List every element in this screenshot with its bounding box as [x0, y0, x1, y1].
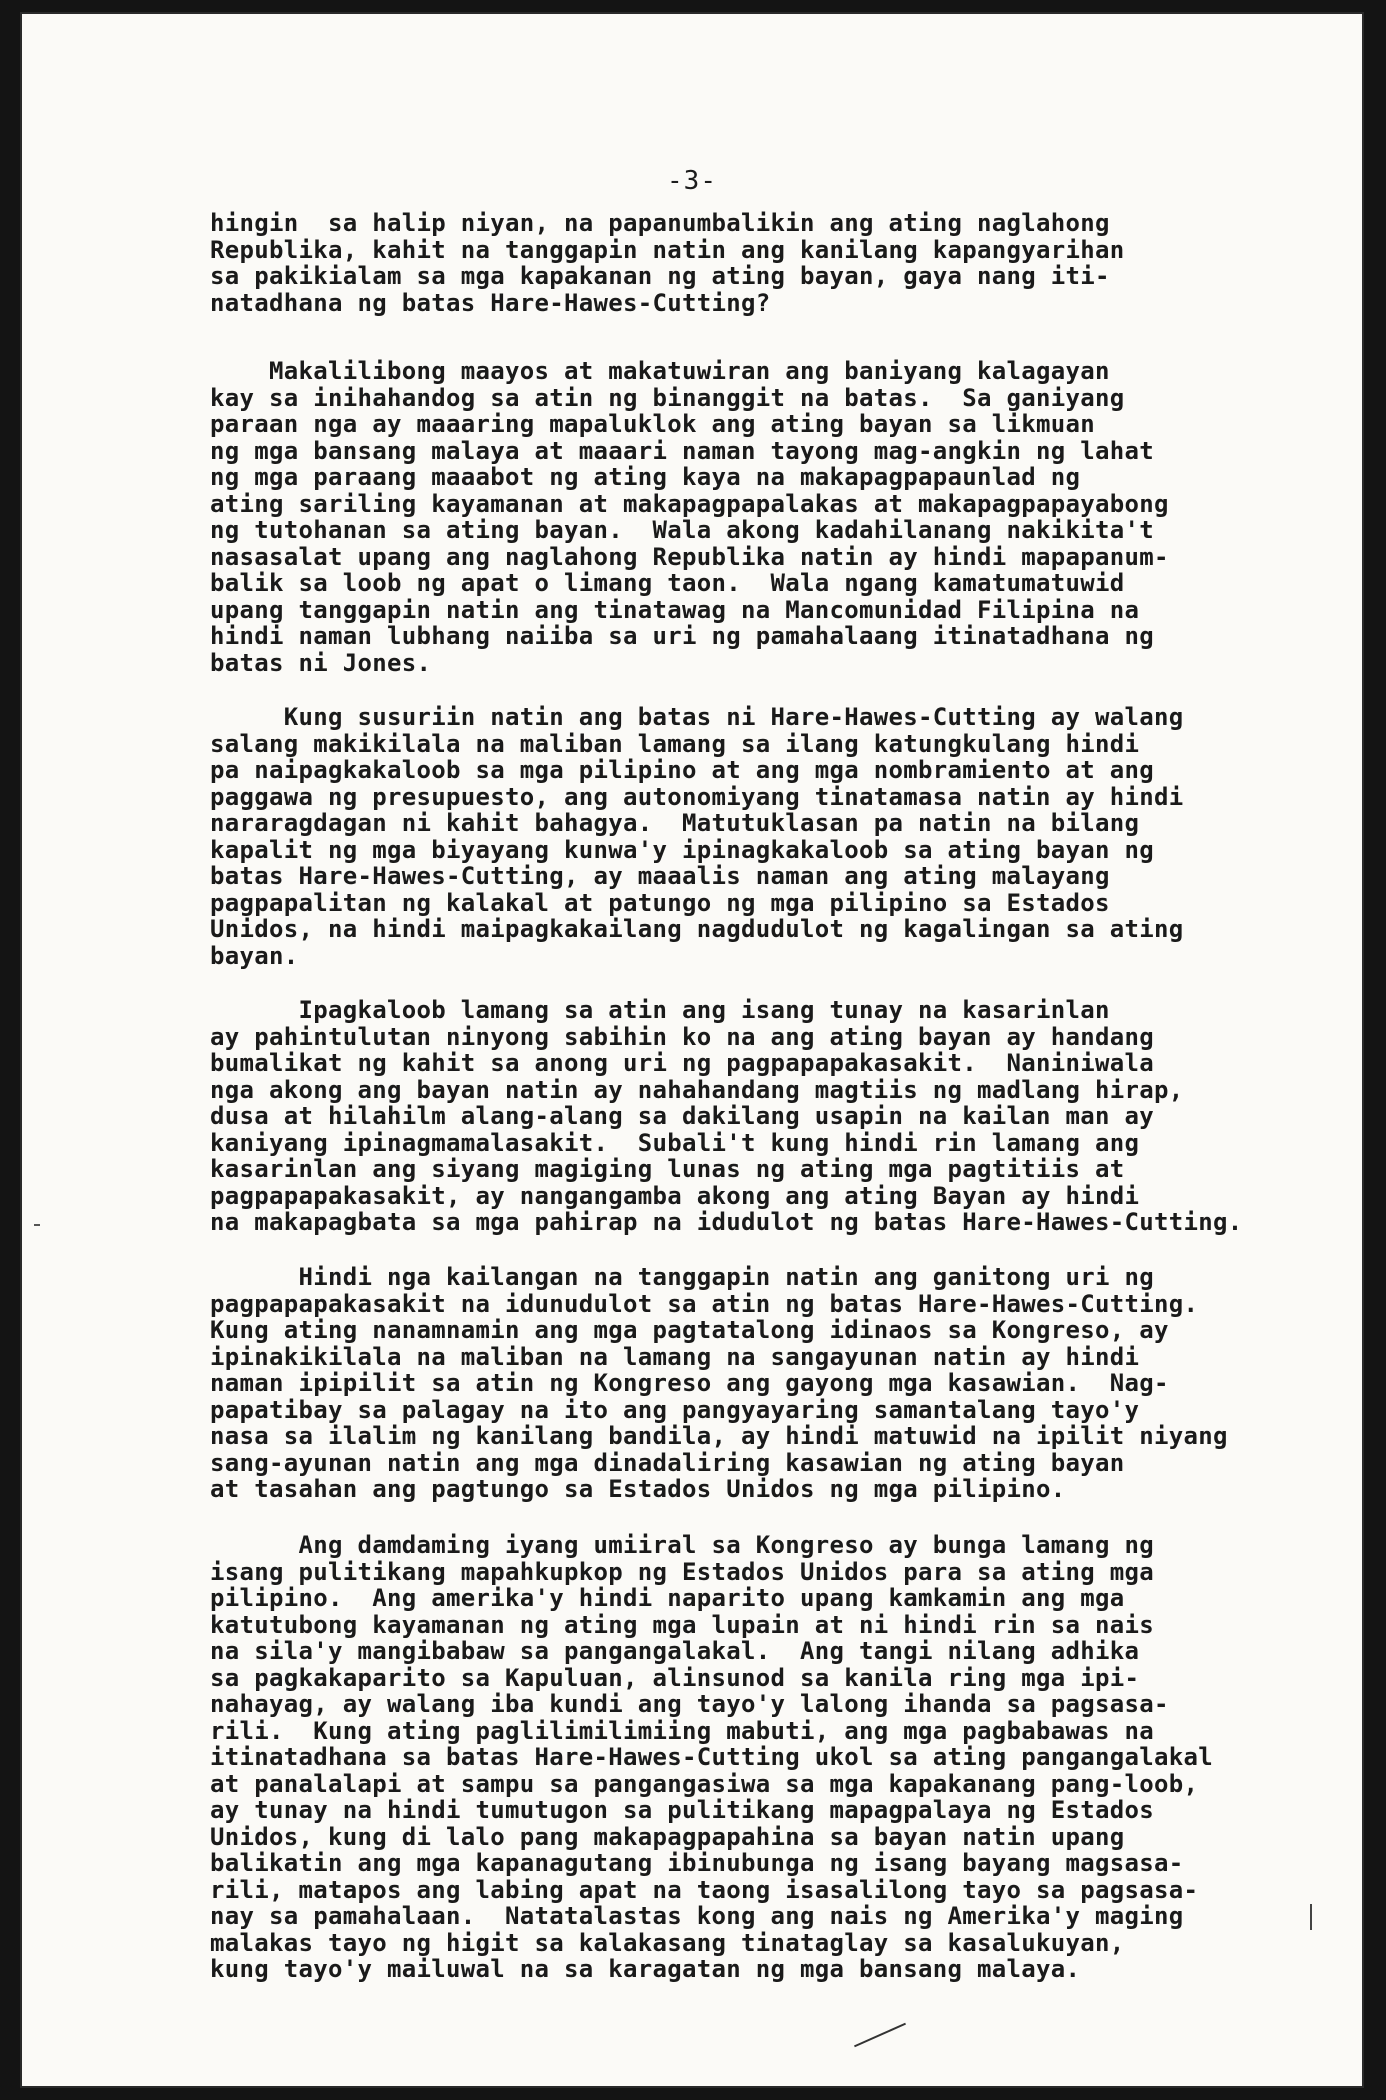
- text-line: at tasahan ang pagtungo sa Estados Unidos ng mga pilipino.: [210, 1475, 1066, 1503]
- text-line: sa pakikialam sa mga kapakanan ng ating bayan, gaya nang iti-: [210, 262, 1110, 290]
- text-line: pagpapalitan ng kalakal at patungo ng mga pilipino sa Estados: [210, 888, 1110, 917]
- text-line: katutubong kayamanan ng ating mga lupain at ni hindi rin sa nais: [210, 1610, 1154, 1639]
- text-line: kung tayo'y mailuwal na sa karagatan ng mga bansang malaya.: [210, 1955, 1081, 1983]
- text-line: sa pagkakaparito sa Kapuluan, alinsunod sa kanila ring mga ipi-: [210, 1663, 1140, 1692]
- text-line: pilipino. Ang amerika'y hindi naparito upang kamkamin ang mga: [210, 1584, 1125, 1612]
- text-line: at panalalapi at sampu sa pangangasiwa sa mga kapakanang pang-loob,: [210, 1769, 1199, 1798]
- margin-tick-mark: [34, 1224, 40, 1226]
- text-line: ng tutohanan sa ating bayan. Wala akong kadahilanang nakikita't: [210, 516, 1154, 544]
- text-line: na makapagbata sa mga pahirap na idudulot ng batas Hare-Hawes-Cutting.: [210, 1208, 1243, 1236]
- text-line: kaniyang ipinagmamalasakit. Subali't kung hindi rin lamang ang: [210, 1128, 1140, 1157]
- text-line: hindi naman lubhang naiiba sa uri ng pamahalaang itinatadhana ng: [210, 622, 1154, 650]
- text-line: kay sa inihahandog sa atin ng binanggit na batas. Sa ganiyang: [210, 383, 1125, 412]
- text-line: naman ipipilit sa atin ng Kongreso ang gayong mga kasawian. Nag-: [210, 1369, 1169, 1397]
- text-line: Unidos, kung di lalo pang makapagpapahina sa bayan natin upang: [210, 1822, 1125, 1851]
- text-line: ay pahintulutan ninyong sabihin ko na ang ating bayan ay handang: [210, 1022, 1154, 1051]
- text-line: rili. Kung ating paglilimilimiing mabuti, ang mga pagbabawas na: [210, 1716, 1154, 1745]
- text-line: ng mga paraang maaabot ng ating kaya na makapagpapaunlad ng: [210, 463, 1081, 491]
- text-line: bumalikat ng kahit sa anong uri ng pagpapapakasakit. Naniniwala: [210, 1049, 1154, 1077]
- text-line: upang tanggapin natin ang tinatawag na Mancomunidad Filipina na: [210, 595, 1140, 624]
- text-line: nay sa pamahalaan. Natatalastas kong ang nais ng Amerika'y maging: [210, 1902, 1184, 1930]
- text-line: Makalilibong maayos at makatuwiran ang baniyang kalagayan: [210, 357, 1110, 385]
- text-line: ating sariling kayamanan at makapagpapalakas at makapagpapayabong: [210, 489, 1169, 518]
- text-line: isang pulitikang mapahkupkop ng Estados Unidos para sa ating mga: [210, 1557, 1154, 1586]
- text-line: Kung ating nanamnamin ang mga pagtatalong idinaos sa Kongreso, ay: [210, 1316, 1169, 1344]
- text-line: salang makikilala na maliban lamang sa ilang katungkulang hindi: [210, 729, 1140, 758]
- text-line: ay tunay na hindi tumutugon sa pulitikang mapagpalaya ng Estados: [210, 1796, 1154, 1824]
- text-line: kasarinlan ang siyang magiging lunas ng ating mga pagtitiis at: [210, 1155, 1125, 1183]
- paragraph-5: [210, 1264, 1340, 1503]
- text-line: Ipagkaloob lamang sa atin ang isang tunay na kasarinlan: [210, 996, 1110, 1024]
- text-line: Republika, kahit na tanggapin natin ang kanilang kapangyarihan: [210, 235, 1125, 264]
- text-line: batas Hare-Hawes-Cutting, ay maaalis naman ang ating malayang: [210, 862, 1110, 890]
- text-line: balik sa loob ng apat o limang taon. Wala ngang kamatumatuwid: [210, 569, 1125, 597]
- text-line: balikatin ang mga kapanagutang ibinubunga ng isang bayang magsasa-: [210, 1849, 1184, 1877]
- text-line: Ang damdaming iyang umiiral sa Kongreso ay bunga lamang ng: [210, 1531, 1154, 1559]
- paragraph-4: [210, 997, 1340, 1236]
- text-line: nasa sa ilalim ng kanilang bandila, ay hindi matuwid na ipilit niyang: [210, 1422, 1228, 1450]
- text-line: hingin sa halip niyan, na papanumbalikin ang ating naglahong: [210, 209, 1110, 237]
- text-line: paraan nga ay maaaring mapaluklok ang ating bayan sa likmuan: [210, 410, 1095, 438]
- text-line: Kung susuriin natin ang batas ni Hare-Hawes-Cutting ay walang: [210, 703, 1184, 731]
- text-line: nahayag, ay walang iba kundi ang tayo'y lalong ihanda sa pagsasa-: [210, 1690, 1169, 1718]
- paragraph-6: [210, 1532, 1340, 1983]
- text-line: pagpapapakasakit na idunudulot sa atin ng batas Hare-Hawes-Cutting.: [210, 1289, 1199, 1318]
- text-line: kapalit ng mga biyayang kunwa'y ipinagkakaloob sa ating bayan ng: [210, 835, 1154, 864]
- text-line: natadhana ng batas Hare-Hawes-Cutting?: [210, 288, 771, 317]
- page-number: -3-: [667, 166, 717, 196]
- text-line: dusa at hilahilm alang-alang sa dakilang usapin na kailan man ay: [210, 1102, 1154, 1130]
- paragraph-1: [210, 210, 1340, 316]
- text-line: ng mga bansang malaya at maaari naman tayong mag-angkin ng lahat: [210, 436, 1154, 465]
- text-line: paggawa ng presupuesto, ang autonomiyang tinatamasa natin ay hindi: [210, 782, 1184, 811]
- text-line: nararagdagan ni kahit bahagya. Matutuklasan pa natin na bilang: [210, 809, 1140, 837]
- text-line: sang-ayunan natin ang mga dinadaliring kasawian ng ating bayan: [210, 1448, 1125, 1477]
- text-line: ipinakikilala na maliban na lamang na sangayunan natin ay hindi: [210, 1342, 1140, 1371]
- document-page: [22, 14, 1362, 2086]
- text-line: nasasalat upang ang naglahong Republika natin ay hindi mapapanum-: [210, 542, 1169, 571]
- text-line: na sila'y mangibabaw sa pangangalakal. Ang tangi nilang adhika: [210, 1637, 1140, 1665]
- text-line: Unidos, na hindi maipagkakailang nagdudulot ng kagalingan sa ating: [210, 915, 1184, 943]
- text-line: papatibay sa palagay na ito ang pangyayaring samantalang tayo'y: [210, 1395, 1140, 1424]
- text-line: pagpapapakasakit, ay nangangamba akong ang ating Bayan ay hindi: [210, 1181, 1140, 1210]
- paragraph-2: [210, 358, 1340, 676]
- text-line: malakas tayo ng higit sa kalakasang tinataglay sa kasalukuyan,: [210, 1928, 1125, 1957]
- text-line: batas ni Jones.: [210, 648, 432, 677]
- text-line: pa naipagkakaloob sa mga pilipino at ang mga nombramiento at ang: [210, 756, 1154, 784]
- text-line: nga akong ang bayan natin ay nahahandang magtiis ng madlang hirap,: [210, 1075, 1184, 1104]
- text-line: itinatadhana sa batas Hare-Hawes-Cutting ukol sa ating pangangalakal: [210, 1743, 1213, 1771]
- pen-stroke-mark: [854, 2023, 906, 2048]
- text-line: Hindi nga kailangan na tanggapin natin ang ganitong uri ng: [210, 1263, 1154, 1291]
- paragraph-3: [210, 704, 1340, 969]
- margin-pen-mark: [1310, 1904, 1312, 1930]
- text-line: rili, matapos ang labing apat na taong isasalilong tayo sa pagsasa-: [210, 1875, 1199, 1904]
- text-line: bayan.: [210, 941, 299, 970]
